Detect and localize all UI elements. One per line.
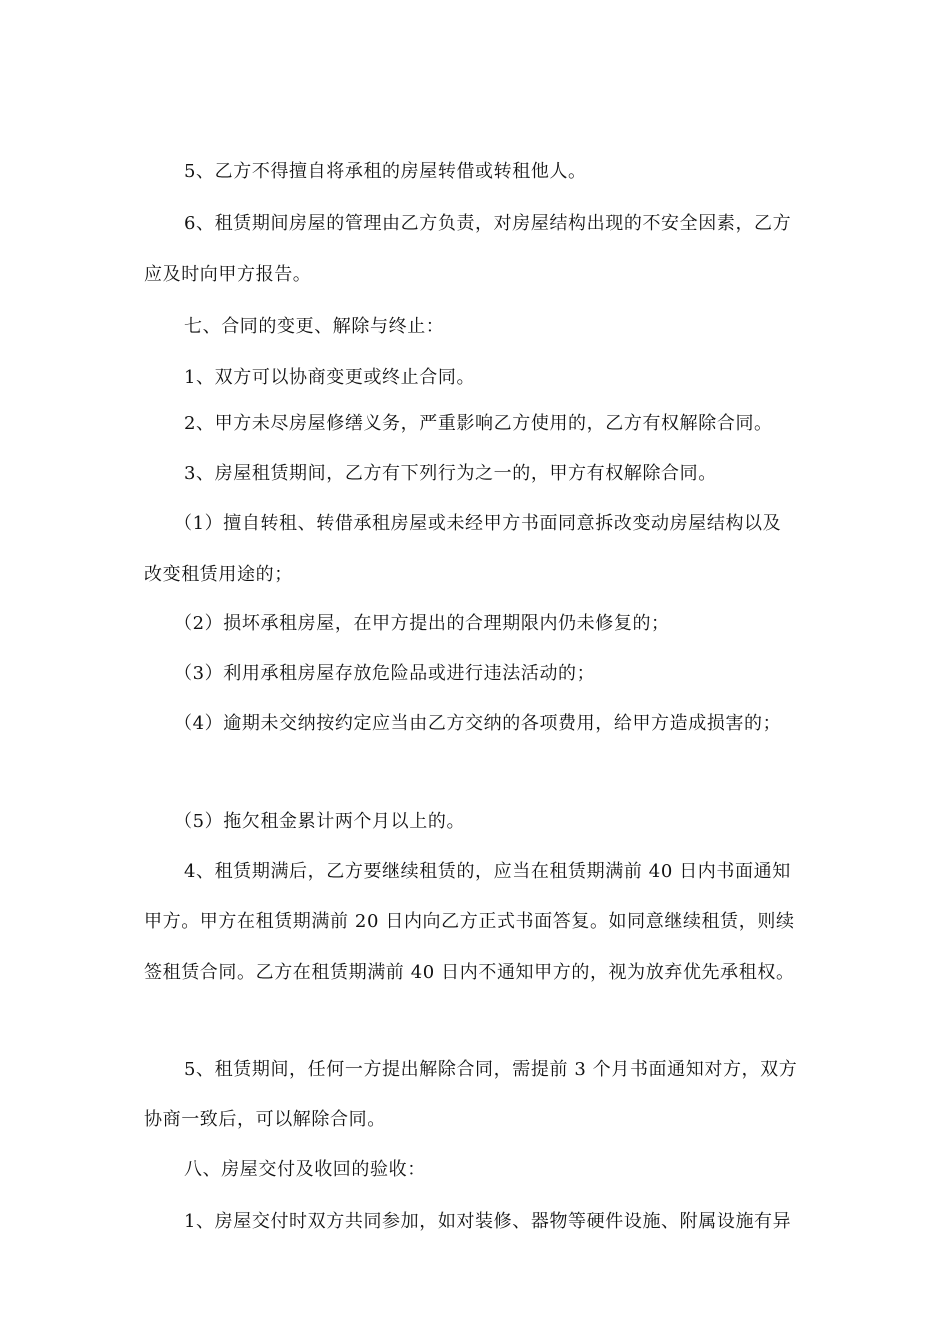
clause-7-5-line-2: 协商一致后，可以解除合同。 <box>144 1109 386 1130</box>
clause-8-1-line-1: 1、房屋交付时双方共同参加，如对装修、器物等硬件设施、附属设施有异 <box>184 1211 792 1232</box>
clause-7-4-line-3: 签租赁合同。乙方在租赁期满前 40 日内不通知甲方的，视为放弃优先承租权。 <box>144 962 795 983</box>
clause-7-2: 2、甲方未尽房屋修缮义务，严重影响乙方使用的，乙方有权解除合同。 <box>184 413 773 434</box>
clause-6-6-line-2: 应及时向甲方报告。 <box>144 264 312 285</box>
clause-7-1: 1、双方可以协商变更或终止合同。 <box>184 367 476 388</box>
clause-7-5-line-1: 5、租赁期间，任何一方提出解除合同，需提前 3 个月书面通知对方，双方 <box>184 1059 798 1080</box>
section-7-heading: 七、合同的变更、解除与终止： <box>184 316 445 337</box>
clause-7-3-item-3: （3）利用承租房屋存放危险品或进行违法活动的； <box>174 663 596 684</box>
clause-7-4-line-1: 4、租赁期满后，乙方要继续租赁的，应当在租赁期满前 40 日内书面通知 <box>184 861 791 882</box>
clause-6-6-line-1: 6、租赁期间房屋的管理由乙方负责，对房屋结构出现的不安全因素，乙方 <box>184 213 792 234</box>
clause-7-3-item-4: （4）逾期未交纳按约定应当由乙方交纳的各项费用，给甲方造成损害的； <box>174 713 782 734</box>
section-8-heading: 八、房屋交付及收回的验收： <box>184 1159 426 1180</box>
clause-6-5: 5、乙方不得擅自将承租的房屋转借或转租他人。 <box>184 161 587 182</box>
clause-7-3-item-5: （5）拖欠租金累计两个月以上的。 <box>174 811 466 832</box>
clause-7-3-item-2: （2）损坏承租房屋，在甲方提出的合理期限内仍未修复的； <box>174 613 670 634</box>
clause-7-3-item-1-line-1: （1）擅自转租、转借承租房屋或未经甲方书面同意拆改变动房屋结构以及 <box>174 513 782 534</box>
clause-7-3-item-1-line-2: 改变租赁用途的； <box>144 564 293 585</box>
clause-7-4-line-2: 甲方。甲方在租赁期满前 20 日内向乙方正式书面答复。如同意继续租赁，则续 <box>144 911 795 932</box>
clause-7-3: 3、房屋租赁期间，乙方有下列行为之一的，甲方有权解除合同。 <box>184 463 717 484</box>
